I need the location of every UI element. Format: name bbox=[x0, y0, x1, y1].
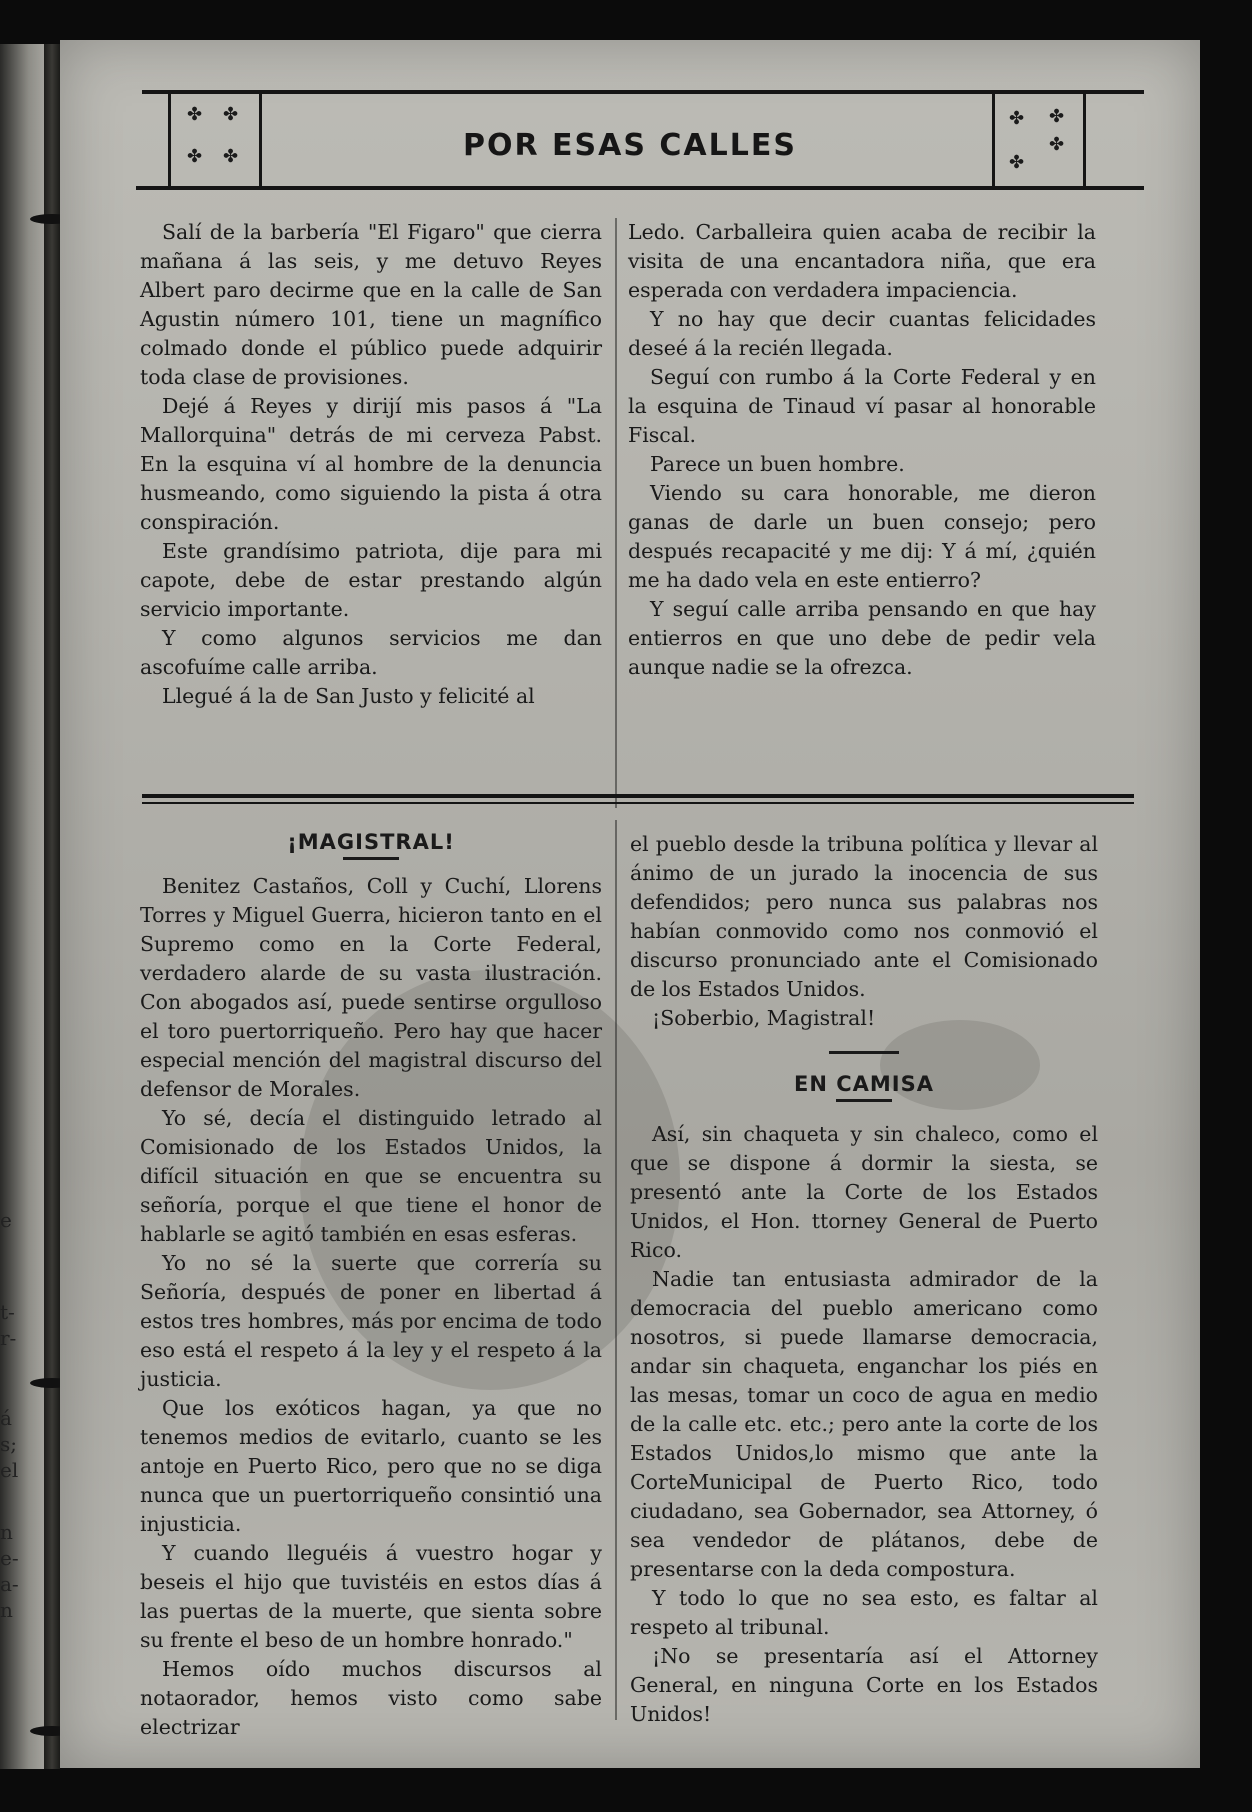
paragraph: Benitez Castaños, Coll y Cuchí, Llorens Torres y Miguel Guerra, hicieron tanto en el Supremo como en la Corte Federal, verdadero alarde de su vasta ilustración. Con abogados así, puede sentirse orgulloso el toro puertorriqueño. Pero hay que hacer especial mención del magistral discurso del defensor de Morales. bbox=[140, 874, 602, 1101]
margin-fragment: á bbox=[0, 1406, 12, 1430]
star-ornament-icon: ✤ bbox=[187, 104, 203, 125]
star-ornament-icon: ✤ bbox=[187, 146, 203, 167]
paragraph: Parece un buen hombre. bbox=[650, 452, 905, 476]
margin-fragment: t- bbox=[0, 1300, 15, 1324]
paragraph: Seguí con rumbo á la Corte Federal y en la esquina de Tinaud ví pasar al honorable Fiscal. bbox=[628, 365, 1096, 447]
paragraph: Ledo. Carballeira quien acaba de recibir la visita de una encantadora niña, que era esperada con verdadera impaciencia. bbox=[628, 220, 1096, 302]
title-dash bbox=[836, 1099, 892, 1102]
margin-fragment: s; bbox=[0, 1432, 18, 1456]
star-ornament-icon: ✤ bbox=[1049, 106, 1065, 127]
paragraph: Y cuando lleguéis á vuestro hogar y beseis el hijo que tuvistéis en estos días á las puertas de la muerte, que sienta sobre su frente el beso de un hombre honrado." bbox=[140, 1541, 602, 1652]
paragraph: Yo sé, decía el distinguido letrado al Comisionado de los Estados Unidos, la difícil situación en que se encuentra su señoría, porque el que tiene el honor de hablarle se agitó también en esas esferas. bbox=[140, 1106, 602, 1246]
article-title: ¡MAGISTRAL! bbox=[287, 830, 455, 854]
scan-bottom-edge bbox=[60, 1768, 1200, 1812]
paragraph: Y no hay que decir cuantas felicidades deseé á la recién llegada. bbox=[628, 307, 1096, 360]
section-title: POR ESAS CALLES bbox=[463, 128, 797, 163]
paragraph: ¡Soberbio, Magistral! bbox=[652, 1006, 876, 1030]
paragraph: ¡No se presentaría así el Attorney General, en ninguna Corte en los Estados Unidos! bbox=[630, 1644, 1098, 1726]
paragraph: Así, sin chaqueta y sin chaleco, como el que se dispone á dormir la siesta, se presentó ante la Corte de los Estados Unidos, el Hon. ttorney General de Puerto Rico. bbox=[630, 1122, 1098, 1262]
header-rule bbox=[136, 186, 1144, 190]
margin-fragment: r- bbox=[0, 1326, 17, 1350]
section-divider bbox=[142, 802, 1134, 804]
star-ornament-icon: ✤ bbox=[1009, 152, 1025, 173]
paragraph: Y como algunos servicios me dan ascofuíme calle arriba. bbox=[140, 626, 602, 679]
margin-fragment: el bbox=[0, 1458, 19, 1482]
paragraph: Yo no sé la suerte que correría su Señoría, después de poner en libertad á estos tres hombres, más por encima de todo eso está el respeto á la ley y el respeto á la justicia. bbox=[140, 1251, 602, 1391]
paragraph: el pueblo desde la tribuna política y llevar al ánimo de un jurado la inocencia de sus defendidos; pero nunca sus palabras nos habían conmovido como nos conmovió el discurso pronunciado ante el Comisionado de los Estados Unidos. bbox=[630, 832, 1098, 1001]
title-dash bbox=[343, 857, 399, 860]
paragraph: Este grandísimo patriota, dije para mi capote, debe de estar prestando algún servicio importante. bbox=[140, 539, 602, 621]
ornament-box-right bbox=[992, 90, 1086, 186]
paragraph: Dejé á Reyes y dirijí mis pasos á "La Mallorquina" detrás de mi cerveza Pabst. En la esquina ví al hombre de la denuncia husmeando, como siguiendo la pista á otra conspiración. bbox=[140, 394, 602, 534]
paragraph: Y seguí calle arriba pensando en que hay entierros en que uno debe de pedir vela aunque nadie se la ofrezca. bbox=[628, 597, 1096, 679]
ornament-box-left bbox=[168, 90, 262, 186]
newspaper-page bbox=[60, 40, 1200, 1768]
margin-fragment: n bbox=[0, 1598, 13, 1622]
paragraph: Hemos oído muchos discursos al notaorador, hemos visto como sabe electrizar bbox=[140, 1657, 602, 1739]
paragraph: Nadie tan entusiasta admirador de la democracia del pueblo americano como nosotros, si puede llamarse democracia, andar sin chaqueta, enganchar los piés en las mesas, tomar un coco de agua en medio de la calle etc. etc.; pero ante la corte de los Estados Unidos,lo mismo que ante la CorteMunicipal de Puerto Rico, todo ciudadano, sea Gobernador, sea Attorney, ó sea vendedor de plátanos, debe de presentarse con la deda compostura. bbox=[630, 1267, 1098, 1581]
column-divider bbox=[615, 218, 617, 808]
paragraph: Llegué á la de San Justo y felicité al bbox=[162, 684, 535, 708]
paragraph: Que los exóticos hagan, ya que no tenemos medios de evitarlo, cuanto se les antoje en Puerto Rico, pero que no se diga nunca que un puertorriqueño consintió una injusticia. bbox=[140, 1396, 602, 1536]
article-column-right bbox=[628, 218, 1096, 682]
title-dash bbox=[829, 1051, 899, 1054]
paragraph: Viendo su cara honorable, me dieron ganas de darle un buen consejo; pero después recapacité y me dij: Y á mí, ¿quién me ha dado vela en este entierro? bbox=[628, 481, 1096, 592]
star-ornament-icon: ✤ bbox=[223, 146, 239, 167]
article-column-left bbox=[140, 218, 602, 711]
margin-fragment: e bbox=[0, 1208, 12, 1232]
article-title: EN CAMISA bbox=[794, 1072, 934, 1096]
margin-fragment: e- bbox=[0, 1546, 19, 1570]
margin-fragment: n bbox=[0, 1520, 13, 1544]
paragraph: Y todo lo que no sea esto, es faltar al respeto al tribunal. bbox=[630, 1586, 1098, 1639]
article-magistral-right bbox=[630, 830, 1098, 1729]
binding-spine bbox=[44, 44, 60, 1769]
paragraph: Salí de la barbería "El Figaro" que cierra mañana á las seis, y me detuvo Reyes Albert paro decirme que en la calle de San Agustin número 101, tiene un magnífico colmado donde el público puede adquirir toda clase de provisiones. bbox=[140, 220, 602, 389]
article-magistral-left bbox=[140, 828, 602, 1742]
column-divider bbox=[615, 820, 617, 1720]
section-divider bbox=[142, 794, 1134, 798]
star-ornament-icon: ✤ bbox=[1049, 134, 1065, 155]
star-ornament-icon: ✤ bbox=[223, 104, 239, 125]
star-ornament-icon: ✤ bbox=[1009, 108, 1025, 129]
margin-fragment: a- bbox=[0, 1572, 19, 1596]
